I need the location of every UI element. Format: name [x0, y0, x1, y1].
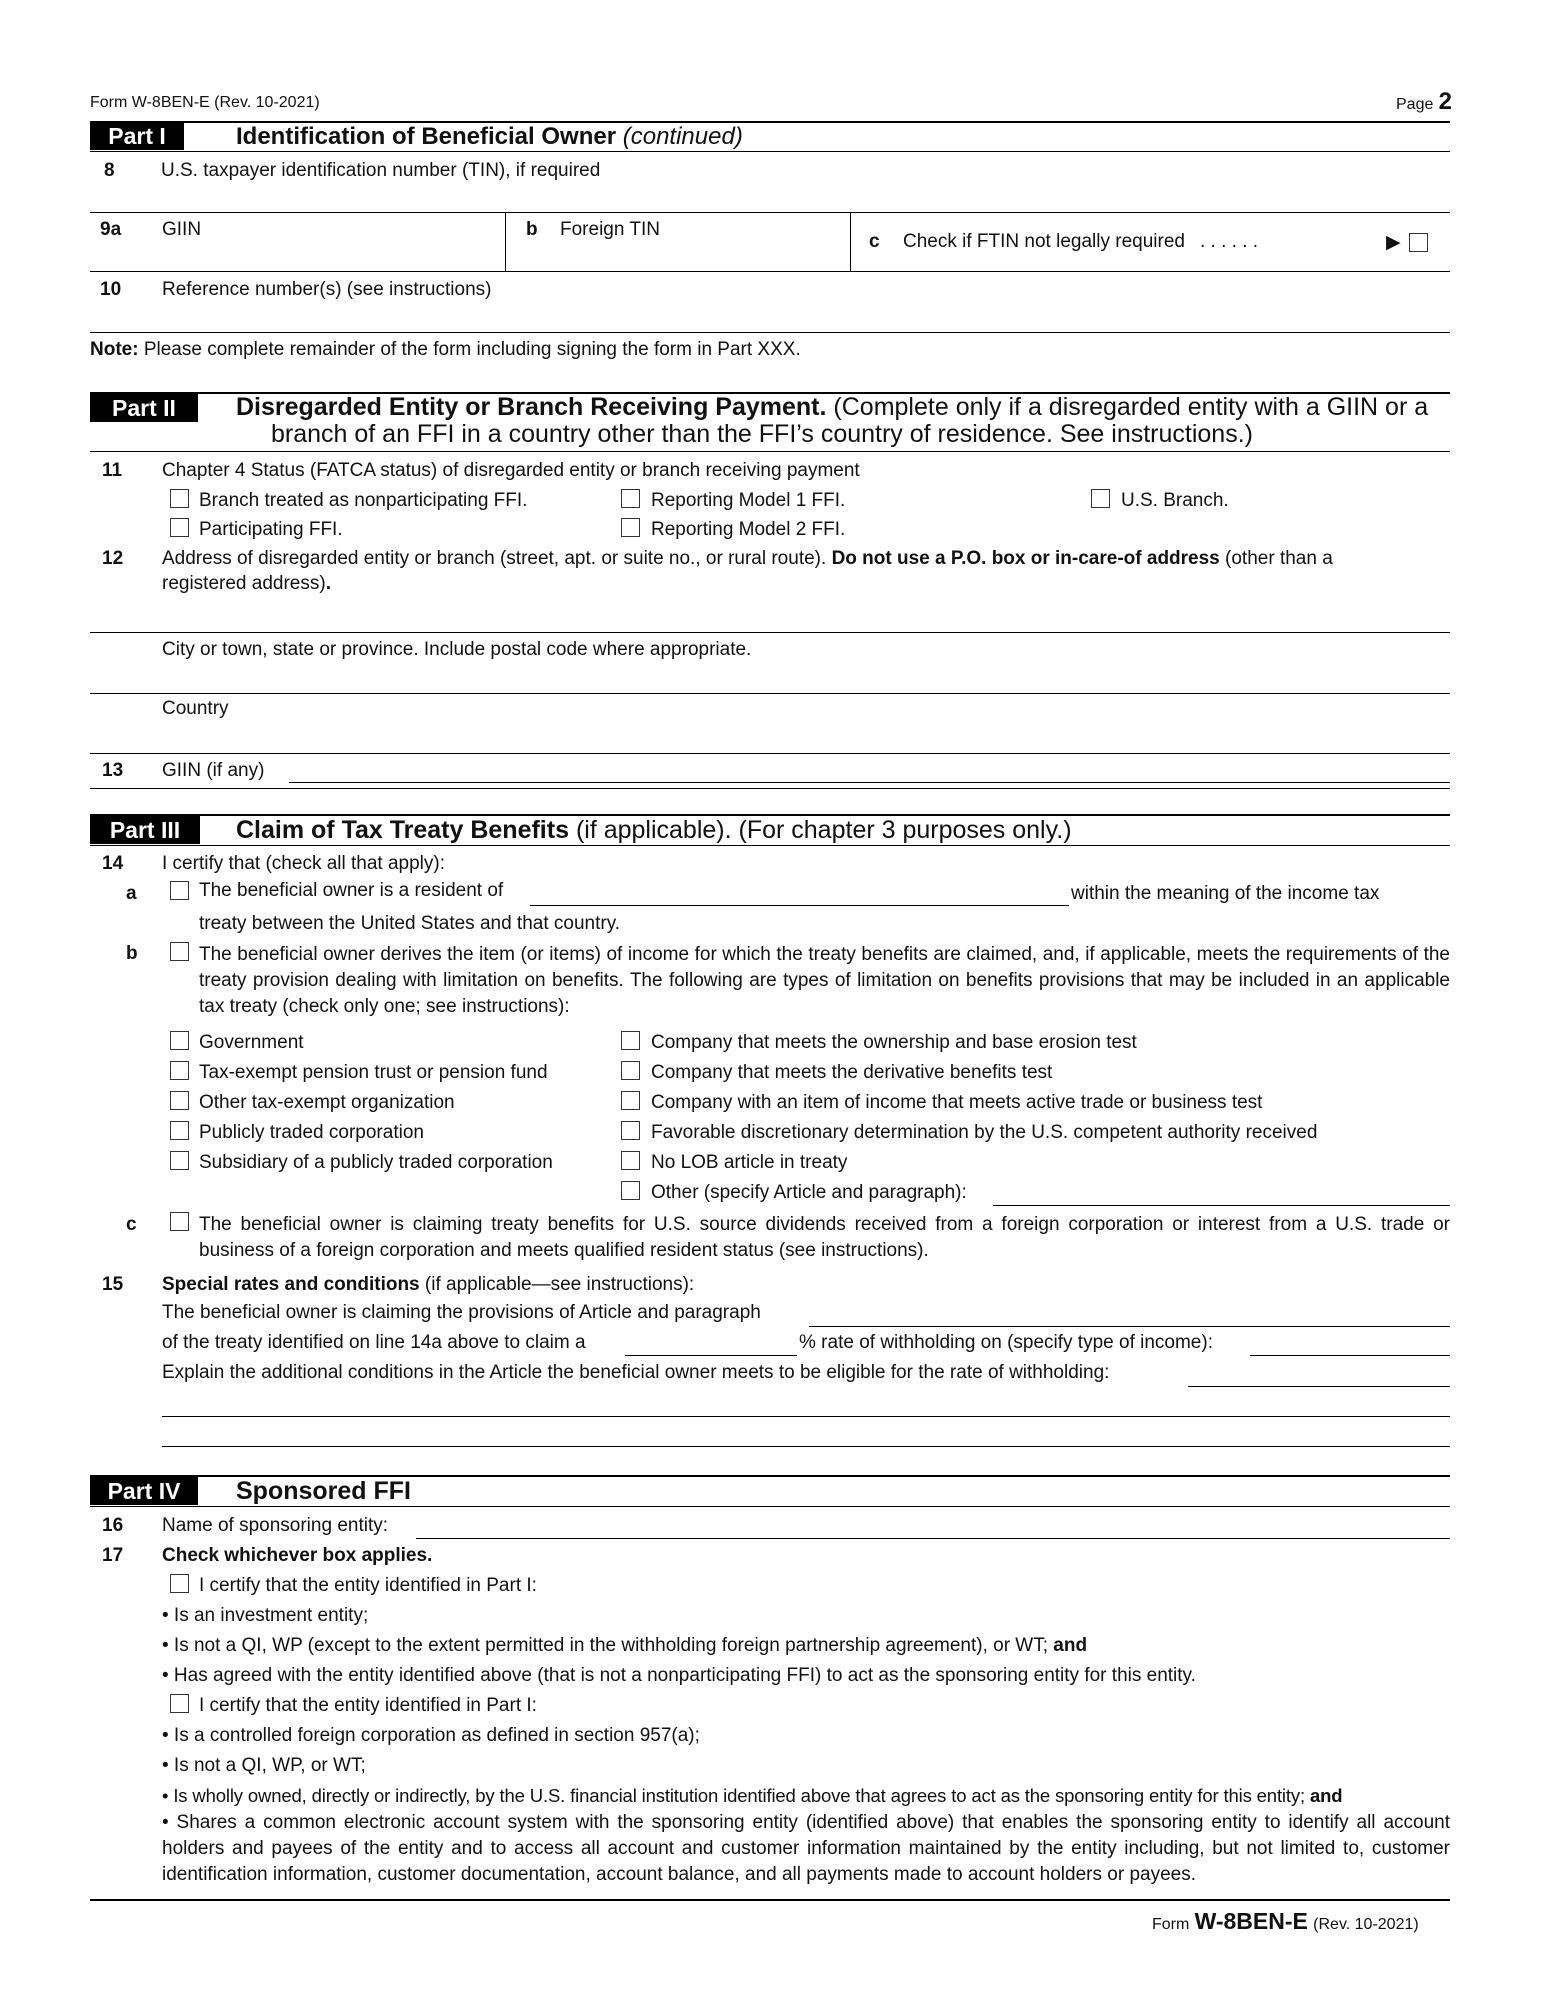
footer-form-name: Form W-8BEN-E (Rev. 10-2021): [1152, 1908, 1419, 1934]
lob-active-trade-label: Company with an item of income that meets active trade or business test: [651, 1092, 1263, 1113]
lob-publicly-traded-label: Publicly traded corporation: [199, 1122, 424, 1143]
conditions-input-line-3[interactable]: [162, 1446, 1450, 1447]
line-15-line1: The beneficial owner is claiming the provisions of Article and paragraph: [162, 1302, 761, 1323]
lob-tax-exempt-checkbox[interactable]: [170, 1091, 189, 1110]
lob-subsidiary-label: Subsidiary of a publicly traded corporation: [199, 1152, 553, 1173]
line-16-label: Name of sponsoring entity:: [162, 1515, 389, 1536]
bullet-3: • Has agreed with the entity identified above (that is not a nonparticipating FFI) to act as the sponsoring entity for this entity.: [162, 1665, 1196, 1686]
arrow-icon: ▶: [1386, 232, 1401, 253]
lob-ownership-checkbox[interactable]: [621, 1031, 640, 1050]
rate-input-line[interactable]: [625, 1355, 797, 1356]
reporting-model2-checkbox[interactable]: [621, 518, 640, 537]
participating-ffi-checkbox[interactable]: [170, 518, 189, 537]
lob-other-label: Other (specify Article and paragraph):: [651, 1182, 967, 1203]
lob-discretionary-checkbox[interactable]: [621, 1121, 640, 1140]
line-15-line2a: of the treaty identified on line 14a above to claim a: [162, 1332, 586, 1353]
divider: [850, 212, 851, 271]
rule: [90, 451, 1450, 452]
part3-title: Claim of Tax Treaty Benefits (if applicable). (For chapter 3 purposes only.): [236, 816, 1072, 844]
line-16-num: 16: [102, 1515, 124, 1536]
residence-country-input-line[interactable]: [530, 905, 1069, 906]
cert1-label: I certify that the entity identified in Part I:: [199, 1575, 537, 1596]
lob-derivative-label: Company that meets the derivative benefits test: [651, 1062, 1053, 1083]
line-9a-num: 9a: [100, 219, 122, 240]
footer-rule: [90, 1899, 1450, 1901]
line-9b-num: b: [526, 219, 538, 240]
rule: [90, 151, 1450, 152]
line-15-line2b: % rate of withholding on (specify type of income):: [799, 1332, 1213, 1353]
line-14-label: I certify that (check all that apply):: [162, 853, 446, 874]
line-11-num: 11: [102, 460, 123, 481]
lob-subsidiary-checkbox[interactable]: [170, 1151, 189, 1170]
line-13-label: GIIN (if any): [162, 760, 265, 781]
cfc-checkbox[interactable]: [170, 1694, 189, 1713]
us-branch-checkbox[interactable]: [1091, 489, 1110, 508]
line-14a-label-after: within the meaning of the income tax: [1071, 883, 1380, 904]
bullet-5: • Is not a QI, WP, or WT;: [162, 1755, 366, 1776]
line-14b-label: The beneficial owner derives the item (or items) of income for which the treaty benefits are claimed, and, if applicable, meets the requirements of the treaty provision dealing with limitation on benefits. The following are types of limitation on benefits provisions that may be included in an applicable tax treaty (check only one; see instructions):: [199, 944, 1450, 1017]
page-number: [1396, 88, 1452, 116]
lob-checkbox[interactable]: [170, 942, 189, 961]
line-17-num: 17: [102, 1545, 124, 1566]
lob-no-article-label: No LOB article in treaty: [651, 1152, 848, 1173]
conditions-input-line[interactable]: [1188, 1386, 1450, 1387]
line-10-num: 10: [100, 279, 122, 300]
rule: [90, 788, 1450, 789]
rule: [90, 1506, 1450, 1507]
note: Note: Please complete remainder of the form including signing the form in Part XXX.: [90, 339, 801, 360]
city-input-line[interactable]: [90, 693, 1450, 694]
line-9b-label: Foreign TIN: [560, 219, 660, 240]
line-14c-label: The beneficial owner is claiming treaty benefits for U.S. source dividends received from a foreign corporation or interest from a U.S. trade or business of a foreign corporation and meets qualified resident status (see instructions).: [199, 1214, 1450, 1261]
line-9c-label: Check if FTIN not legally required: [903, 231, 1185, 252]
bullet-1: • Is an investment entity;: [162, 1605, 369, 1626]
lob-other-checkbox[interactable]: [621, 1181, 640, 1200]
conditions-input-line-2[interactable]: [162, 1416, 1450, 1417]
lob-government-checkbox[interactable]: [170, 1031, 189, 1050]
lob-discretionary-label: Favorable discretionary determination by the U.S. competent authority received: [651, 1122, 1318, 1143]
part4-title: Sponsored FFI: [236, 1477, 411, 1505]
cert2-label: I certify that the entity identified in Part I:: [199, 1695, 537, 1716]
rule: [90, 845, 1450, 846]
us-branch-label: U.S. Branch.: [1121, 490, 1229, 511]
bullet-2: • Is not a QI, WP (except to the extent permitted in the withholding foreign partnership agreement), or WT; and: [162, 1635, 1088, 1656]
line-11-label: Chapter 4 Status (FATCA status) of disregarded entity or branch receiving payment: [162, 460, 860, 481]
line-14a-num: a: [126, 883, 137, 904]
lob-other-input-line[interactable]: [993, 1205, 1450, 1206]
rule: [90, 332, 1450, 333]
lob-ownership-label: Company that meets the ownership and base erosion test: [651, 1032, 1137, 1053]
line-17-label: Check whichever box applies.: [162, 1545, 433, 1566]
lob-pension-checkbox[interactable]: [170, 1061, 189, 1080]
line-9c-num: c: [869, 231, 880, 252]
lob-derivative-checkbox[interactable]: [621, 1061, 640, 1080]
page-num: 2: [1438, 88, 1453, 115]
line-8-label: U.S. taxpayer identification number (TIN), if required: [161, 160, 601, 181]
line-10-label: Reference number(s) (see instructions): [162, 279, 492, 300]
reporting-model1-checkbox[interactable]: [621, 489, 640, 508]
branch-nonparticipating-label: Branch treated as nonparticipating FFI.: [199, 490, 528, 511]
line-14c-num: c: [126, 1214, 137, 1235]
line-13-num: 13: [102, 760, 124, 781]
lob-tax-exempt-label: Other tax-exempt organization: [199, 1092, 455, 1113]
branch-nonparticipating-checkbox[interactable]: [170, 489, 189, 508]
income-type-input-line[interactable]: [1250, 1355, 1450, 1356]
lob-active-trade-checkbox[interactable]: [621, 1091, 640, 1110]
investment-entity-checkbox[interactable]: [170, 1574, 189, 1593]
participating-ffi-label: Participating FFI.: [199, 519, 343, 540]
ftin-not-required-checkbox[interactable]: [1409, 233, 1428, 252]
part4-label: Part IV: [90, 1477, 198, 1505]
line-14a-label-line2: treaty between the United States and that country.: [199, 913, 621, 934]
article-input-line[interactable]: [809, 1326, 1450, 1327]
line-12-num: 12: [102, 548, 124, 569]
reporting-model2-label: Reporting Model 2 FFI.: [651, 519, 846, 540]
part2-label: Part II: [90, 394, 198, 422]
country-label: Country: [162, 698, 229, 719]
qualified-resident-checkbox[interactable]: [170, 1212, 189, 1231]
lob-pension-label: Tax-exempt pension trust or pension fund: [199, 1062, 548, 1083]
city-label: City or town, state or province. Include postal code where appropriate.: [162, 639, 752, 660]
part1-title: Identification of Beneficial Owner (continued): [236, 123, 743, 150]
part1-label: Part I: [90, 123, 184, 150]
bullet-4: • Is a controlled foreign corporation as defined in section 957(a);: [162, 1725, 700, 1746]
page-label: Page: [1396, 96, 1434, 113]
address-input-line[interactable]: [90, 632, 1450, 633]
line-15-line3: Explain the additional conditions in the Article the beneficial owner meets to be eligible for the rate of withholding:: [162, 1362, 1110, 1383]
reporting-model1-label: Reporting Model 1 FFI.: [651, 490, 846, 511]
line-15-title: Special rates and conditions (if applicable—see instructions):: [162, 1274, 695, 1295]
country-input-line[interactable]: [90, 753, 1450, 754]
divider: [505, 212, 506, 271]
giin-input-line[interactable]: [289, 782, 1450, 783]
line-14b-num: b: [126, 943, 138, 964]
line-9a-label: GIIN: [162, 219, 202, 240]
part2-title-line2: branch of an FFI in a country other than the FFI’s country of residence. See instructions.): [271, 420, 1253, 448]
sponsoring-entity-input-line[interactable]: [416, 1538, 1450, 1539]
rule: [90, 212, 1450, 213]
lob-no-article-checkbox[interactable]: [621, 1151, 640, 1170]
lob-government-label: Government: [199, 1032, 304, 1053]
line-8-num: 8: [104, 160, 115, 181]
part3-label: Part III: [90, 816, 200, 844]
resident-checkbox[interactable]: [170, 881, 189, 900]
form-id: Form W-8BEN-E (Rev. 10-2021): [90, 94, 320, 111]
bullet-6: • Is wholly owned, directly or indirectly, by the U.S. financial institution identified above that agrees to act as the sponsoring entity for this entity; and: [162, 1785, 1343, 1806]
line-9c-leaders: . . . . . .: [1200, 231, 1259, 252]
lob-publicly-traded-checkbox[interactable]: [170, 1121, 189, 1140]
bullet-7: • Shares a common electronic account system with the sponsoring entity (identified above) that enables the sponsoring entity to identify all account holders and payees of the entity and to access all account and customer information maintained by the entity including, but not limited to, customer identification information, customer documentation, account balance, and all payments made to account holders or payees.: [162, 1812, 1450, 1885]
rule: [90, 271, 1450, 272]
line-14-num: 14: [102, 853, 124, 874]
part2-title: Disregarded Entity or Branch Receiving Payment. (Complete only if a disregarded entity with a GIIN or a: [236, 393, 1429, 421]
line-15-num: 15: [102, 1274, 124, 1295]
line-14a-label: The beneficial owner is a resident of: [199, 880, 504, 901]
line-12-label: Address of disregarded entity or branch (street, apt. or suite no., or rural route). Do not use a P.O. box or in-care-of address (other than a registered address).: [162, 548, 1333, 594]
